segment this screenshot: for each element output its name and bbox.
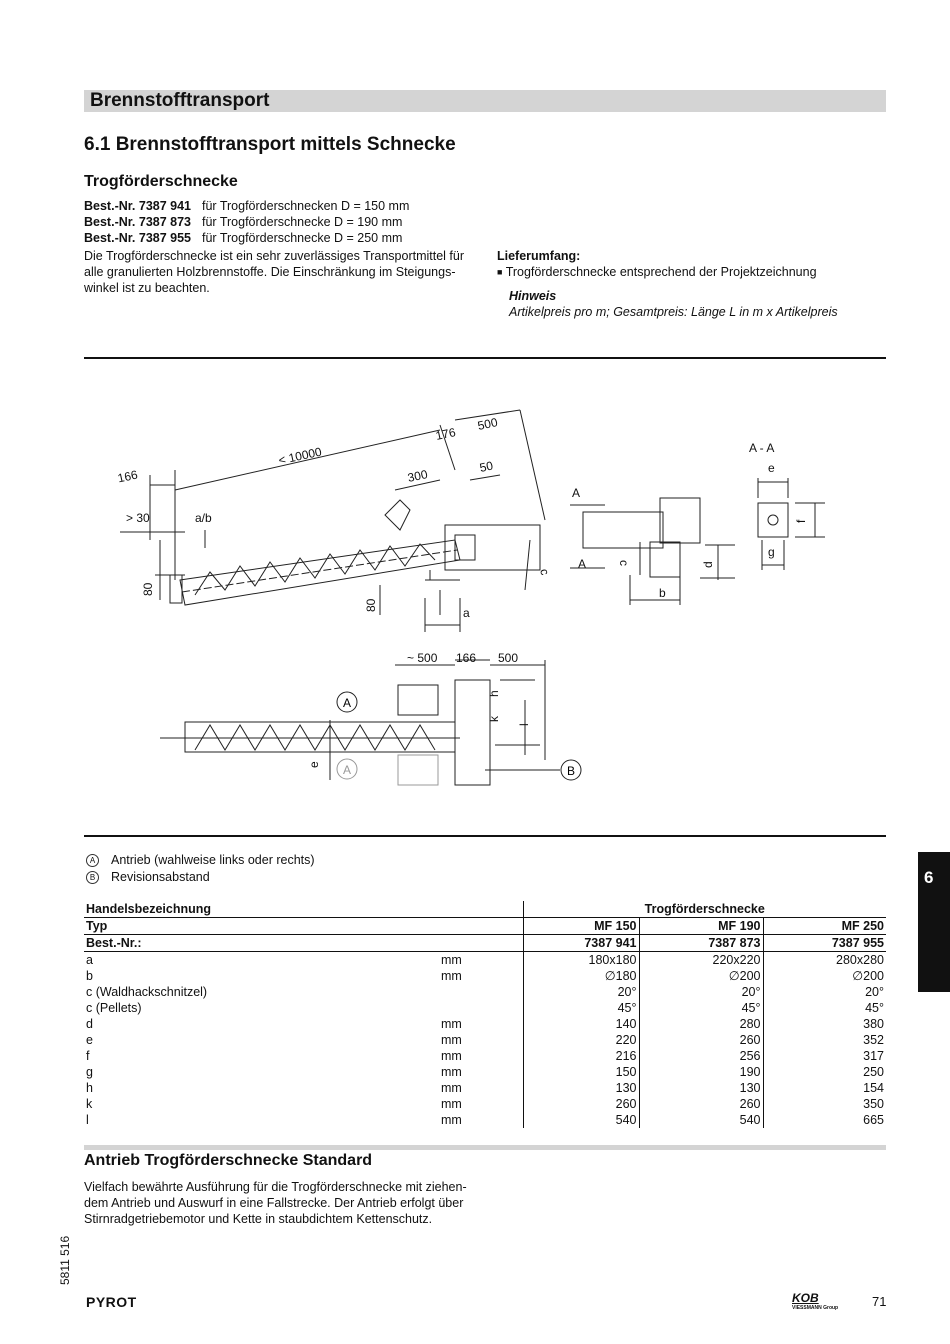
legend-marker: A bbox=[86, 854, 99, 867]
dim-label: 166 bbox=[456, 651, 477, 665]
svg-text:A: A bbox=[343, 696, 352, 710]
dim-label: 50 bbox=[478, 458, 495, 475]
order-text: für Trogförderschnecken D = 150 mm bbox=[202, 199, 410, 213]
row-value: 180x180 bbox=[523, 952, 639, 969]
drive-housing bbox=[445, 525, 540, 570]
row-name: k bbox=[86, 1097, 93, 1111]
row-value: 190 bbox=[639, 1064, 763, 1080]
row-value: 317 bbox=[763, 1048, 886, 1064]
row-value: 45° bbox=[523, 1000, 639, 1016]
dim-label: b bbox=[659, 586, 666, 600]
dim-label: e bbox=[307, 761, 321, 768]
row-unit bbox=[439, 1000, 523, 1016]
subheading: Trogförderschnecke bbox=[84, 173, 238, 190]
row-value: 540 bbox=[639, 1112, 763, 1128]
svg-text:B: B bbox=[567, 764, 576, 778]
conveyor-trough bbox=[180, 540, 460, 605]
marker-A-circle bbox=[337, 692, 357, 712]
row-value: 665 bbox=[763, 1112, 886, 1128]
table-row bbox=[84, 1112, 886, 1128]
table-row bbox=[84, 968, 886, 984]
row-value: 130 bbox=[639, 1080, 763, 1096]
chapter-tab: 6 bbox=[918, 852, 950, 992]
row-value: 350 bbox=[763, 1096, 886, 1112]
row-unit: mm bbox=[441, 1081, 462, 1095]
section-title: Brennstofftransport bbox=[90, 90, 270, 111]
dim-label: 176 bbox=[434, 425, 457, 443]
delivery-item: ■ Trogförderschnecke entsprechend der Projektzeichnung bbox=[497, 265, 817, 279]
dim-label: a bbox=[463, 606, 470, 620]
row-value: 154 bbox=[763, 1080, 886, 1096]
legend-item bbox=[86, 853, 315, 867]
row-value: 45° bbox=[639, 1000, 763, 1016]
divider bbox=[84, 1145, 886, 1150]
order-row: Best.-Nr.: 7387 941 7387 873 7387 955 bbox=[86, 936, 884, 950]
header-group: Trogförderschnecke bbox=[523, 901, 886, 918]
kob-logo: KOB VIESSMANN Group bbox=[792, 1291, 839, 1311]
row-value: 260 bbox=[523, 1096, 639, 1112]
row-value: 150 bbox=[523, 1064, 639, 1080]
table-row bbox=[84, 1064, 886, 1080]
dim-label: 80 bbox=[141, 582, 155, 596]
row-name: f bbox=[86, 1049, 90, 1063]
dim-label: 500 bbox=[498, 651, 519, 665]
section-profile bbox=[758, 503, 788, 537]
document-number: 5811 516 bbox=[58, 1235, 72, 1285]
description-line: winkel ist zu beachten. bbox=[84, 281, 210, 295]
row-value: 352 bbox=[763, 1032, 886, 1048]
table-row bbox=[84, 952, 886, 969]
drive-title: Antrieb Trogförderschnecke Standard bbox=[84, 1152, 373, 1169]
order-label: Best.-Nr. 7387 941 bbox=[84, 199, 192, 213]
drive-line: Stirnradgetriebemotor und Kette in staubdichtem Kettenschutz. bbox=[84, 1212, 433, 1226]
row-value: 20° bbox=[523, 984, 639, 1000]
note-text: Artikelpreis pro m; Gesamtpreis: Länge L in m x Artikelpreis bbox=[509, 305, 838, 319]
row-value: 260 bbox=[639, 1032, 763, 1048]
page-heading: 6.1 Brennstofftransport mittels Schnecke bbox=[84, 134, 456, 155]
row-unit: mm bbox=[441, 1097, 462, 1111]
dim-label: 80 bbox=[364, 598, 378, 612]
row-value: 256 bbox=[639, 1048, 763, 1064]
row-name: e bbox=[86, 1033, 93, 1047]
table-row bbox=[84, 1048, 886, 1064]
drive-line: Vielfach bewährte Ausführung für die Trogförderschnecke mit ziehen- bbox=[84, 1180, 467, 1194]
row-unit: mm bbox=[441, 1049, 462, 1063]
row-value: 250 bbox=[763, 1064, 886, 1080]
dim-label: c bbox=[537, 567, 553, 577]
row-value: 220x220 bbox=[639, 952, 763, 969]
row-value: 380 bbox=[763, 1016, 886, 1032]
marker-A-alt-circle bbox=[337, 759, 357, 779]
legend-marker: B bbox=[86, 871, 99, 884]
delivery-title: Lieferumfang: bbox=[497, 249, 581, 263]
dim-label: ~ 500 bbox=[407, 651, 438, 665]
row-unit: mm bbox=[441, 1065, 462, 1079]
order-text: für Trogförderschnecke D = 250 mm bbox=[202, 231, 403, 245]
inlet-flap bbox=[385, 500, 410, 530]
row-name: h bbox=[86, 1081, 93, 1095]
dim-label: > 30 bbox=[126, 511, 150, 525]
order-label: Best.-Nr. 7387 873 bbox=[84, 215, 192, 229]
dim-label: 166 bbox=[116, 467, 139, 486]
dim-label: d bbox=[701, 561, 715, 568]
drive-description bbox=[84, 1179, 484, 1227]
row-value: ∅200 bbox=[763, 968, 886, 984]
note-title: Hinweis bbox=[509, 289, 557, 303]
table-row bbox=[84, 1096, 886, 1112]
table-row bbox=[84, 1080, 886, 1096]
order-label: Best.-Nr. 7387 955 bbox=[84, 231, 192, 245]
legend-text: Revisionsabstand bbox=[111, 870, 210, 884]
marker-label: A bbox=[572, 486, 581, 500]
row-value: 260 bbox=[639, 1096, 763, 1112]
dim-label: < 10000 bbox=[277, 444, 323, 468]
row-value: 280x280 bbox=[763, 952, 886, 969]
row-unit: mm bbox=[441, 969, 462, 983]
row-value: 216 bbox=[523, 1048, 639, 1064]
description-line: Die Trogförderschnecke ist ein sehr zuverlässiges Transportmittel für bbox=[84, 249, 465, 263]
dim-label: h bbox=[487, 690, 501, 697]
legend-text: Antrieb (wahlweise links oder rechts) bbox=[111, 853, 315, 867]
row-name: l bbox=[86, 1113, 89, 1127]
header-label: Handelsbezeichnung bbox=[84, 901, 523, 918]
row-unit: mm bbox=[439, 952, 523, 969]
row-value: 45° bbox=[763, 1000, 886, 1016]
table-row bbox=[84, 1032, 886, 1048]
row-name: c (Pellets) bbox=[86, 1001, 142, 1015]
row-name: g bbox=[86, 1065, 93, 1079]
row-unit: mm bbox=[441, 1113, 462, 1127]
spec-table bbox=[84, 901, 886, 1128]
dim-label: c bbox=[617, 560, 631, 566]
row-value: 20° bbox=[639, 984, 763, 1000]
description-line: alle granulierten Holzbrennstoffe. Die Einschränkung im Steigungs- bbox=[84, 265, 456, 279]
drive-line: dem Antrieb und Auswurf in eine Fallstrecke. Der Antrieb erfolgt über bbox=[84, 1196, 464, 1210]
dim-label: a/b bbox=[195, 511, 212, 525]
table-row bbox=[84, 984, 886, 1000]
row-value: ∅180 bbox=[523, 968, 639, 984]
table-row bbox=[84, 1000, 886, 1016]
table-header-row bbox=[84, 901, 886, 918]
row-value: 540 bbox=[523, 1112, 639, 1128]
marker-B-circle bbox=[561, 760, 581, 780]
dim-label: e bbox=[768, 461, 775, 475]
top-view-trough bbox=[185, 722, 455, 752]
section-label: A - A bbox=[749, 441, 775, 455]
row-value: 130 bbox=[523, 1080, 639, 1096]
dim-label: k bbox=[487, 716, 501, 722]
row-name: d bbox=[86, 1017, 93, 1031]
row-name: b bbox=[86, 969, 93, 983]
motor-A bbox=[398, 685, 438, 715]
row-unit: mm bbox=[441, 1033, 462, 1047]
dim-label: 500 bbox=[476, 415, 499, 433]
row-name: a bbox=[84, 952, 439, 969]
motor-A-alt bbox=[398, 755, 438, 785]
dim-label: f bbox=[794, 519, 808, 523]
order-text: für Trogförderschnecke D = 190 mm bbox=[202, 215, 403, 229]
page-number: 71 bbox=[872, 1294, 887, 1309]
table-row bbox=[84, 1016, 886, 1032]
marker-label: A bbox=[578, 557, 587, 571]
side-view-housing bbox=[583, 512, 663, 548]
brand-name: PYROT bbox=[86, 1294, 137, 1310]
svg-text:A: A bbox=[343, 763, 352, 777]
row-unit bbox=[439, 984, 523, 1000]
type-row: Typ MF 150 MF 190 MF 250 bbox=[86, 919, 884, 933]
divider bbox=[84, 835, 886, 837]
row-value: ∅200 bbox=[639, 968, 763, 984]
dim-label: l bbox=[517, 723, 531, 726]
row-value: 220 bbox=[523, 1032, 639, 1048]
row-value: 280 bbox=[639, 1016, 763, 1032]
row-name: c (Waldhackschnitzel) bbox=[86, 985, 208, 999]
row-value: 20° bbox=[763, 984, 886, 1000]
legend-item bbox=[86, 870, 210, 884]
row-value: 140 bbox=[523, 1016, 639, 1032]
dim-label: g bbox=[768, 545, 775, 559]
row-unit: mm bbox=[441, 1017, 462, 1031]
dim-label: 300 bbox=[406, 467, 429, 485]
